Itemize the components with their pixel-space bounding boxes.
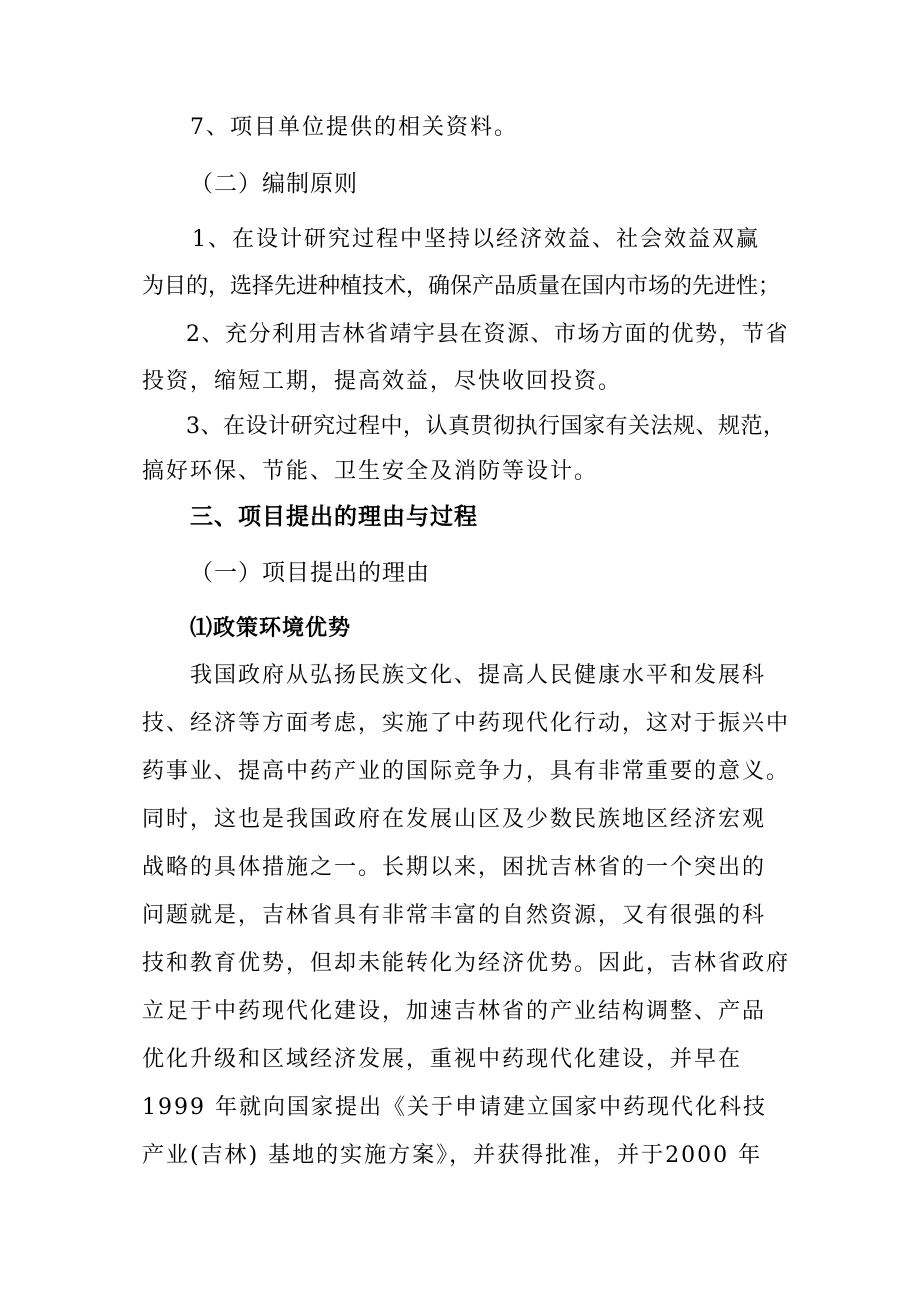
principle-1-line-1: 1、在设计研究过程中坚持以经济效益、社会效益双赢: [192, 227, 760, 252]
principle-3-line-2: 搞好环保、节能、卫生安全及消防等设计。: [142, 459, 599, 484]
paragraph-line-10: 1999 年就向国家提出《关于申请建立国家中药现代化科技: [142, 1095, 767, 1120]
paragraph-line-4: 同时，这也是我国政府在发展山区及少数民族地区经济宏观: [142, 807, 767, 832]
section-heading-compilation-principles: （二）编制原则: [190, 171, 358, 197]
paragraph-line-3: 药事业、提高中药产业的国际竞争力，具有非常重要的意义。: [142, 759, 791, 784]
paragraph-line-9: 优化升级和区域经济发展，重视中药现代化建设，并早在: [142, 1047, 743, 1072]
paragraph-line-5: 战略的具体措施之一。长期以来，困扰吉林省的一个突出的: [142, 855, 767, 880]
subsection-heading-policy-advantage: ⑴政策环境优势: [190, 615, 352, 641]
principle-1-line-2: 为目的，选择先进种植技术，确保产品质量在国内市场的先进性；: [142, 274, 781, 299]
paragraph-line-6: 问题就是，吉林省具有非常丰富的自然资源，又有很强的科: [142, 903, 767, 928]
principle-2-line-2: 投资，缩短工期，提高效益，尽快收回投资。: [142, 369, 623, 394]
paragraph-line-8: 立足于中药现代化建设，加速吉林省的产业结构调整、产品: [142, 999, 767, 1024]
paragraph-line-7: 技和教育优势，但却未能转化为经济优势。因此，吉林省政府: [142, 951, 791, 976]
list-item-7: 7、项目单位提供的相关资料。: [190, 115, 518, 140]
section-heading-project-reasons: （一）项目提出的理由: [190, 560, 430, 586]
chapter-heading-project-reasons: 三、项目提出的理由与过程: [190, 504, 478, 530]
principle-3-line-1: 3、在设计研究过程中，认真贯彻执行国家有关法规、规范，: [186, 414, 786, 439]
paragraph-line-1: 我国政府从弘扬民族文化、提高人民健康水平和发展科: [190, 663, 767, 688]
paragraph-line-2: 技、经济等方面考虑，实施了中药现代化行动，这对于振兴中: [142, 711, 791, 736]
principle-2-line-1: 2、充分利用吉林省靖宇县在资源、市场方面的优势，节省: [186, 322, 789, 347]
paragraph-line-11: 产业(吉林) 基地的实施方案》，并获得批准，并于2000 年: [142, 1143, 763, 1168]
